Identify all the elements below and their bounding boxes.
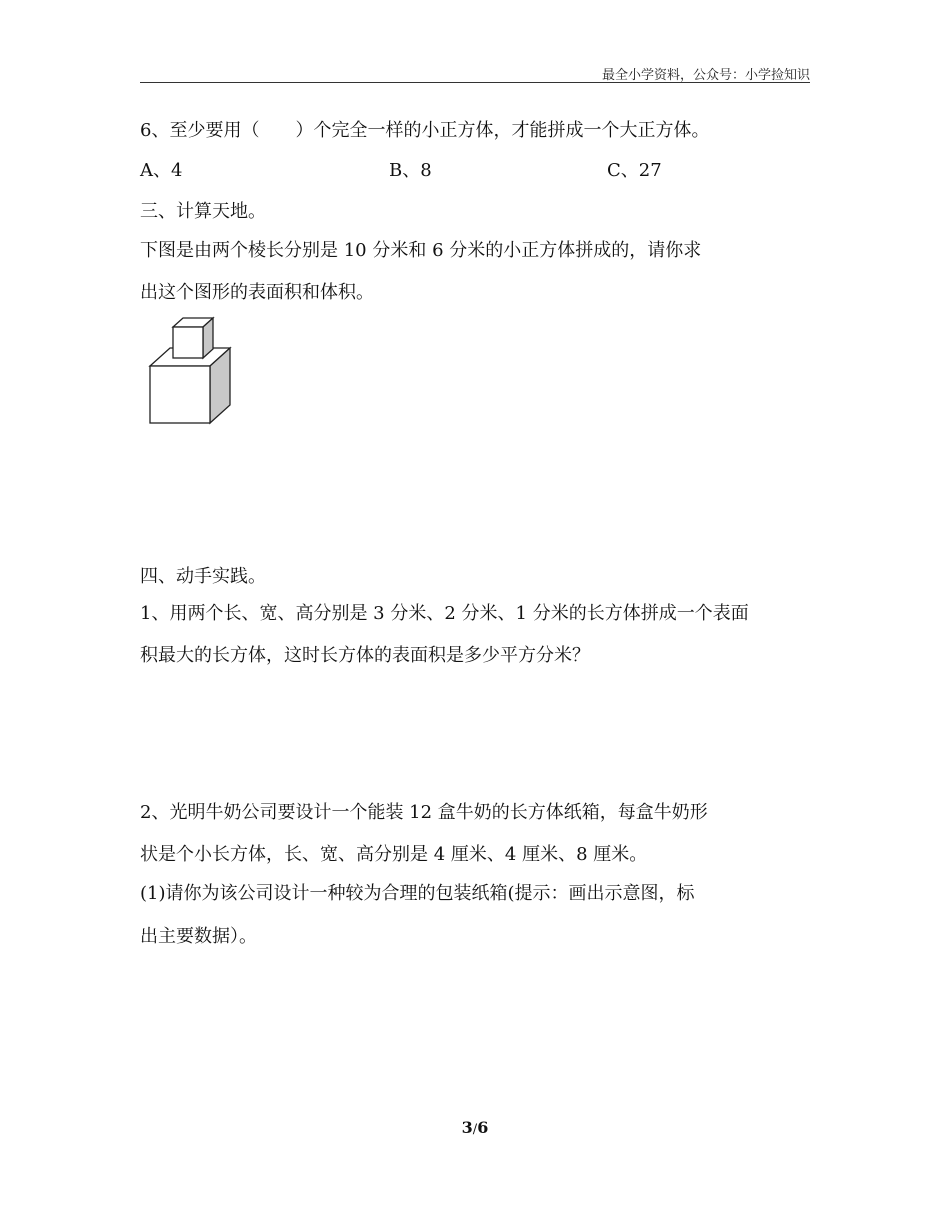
section-3-line-1: 下图是由两个棱长分别是 10 分米和 6 分米的小正方体拼成的，请你求	[140, 240, 702, 261]
header-text: 最全小学资料，公众号：小学捡知识	[601, 68, 810, 83]
page-current: 3	[461, 1118, 473, 1137]
stacked-cubes-figure	[145, 315, 237, 427]
header-rule	[140, 82, 810, 83]
section-3-line-2: 出这个图形的表面积和体积。	[140, 282, 374, 303]
section-4-question-2-sub-1-line-1: (1)请你为该公司设计一种较为合理的包装纸箱(提示：画出示意图，标	[140, 883, 695, 904]
small-cube-front	[173, 327, 203, 358]
page-number	[0, 1118, 950, 1137]
page-separator: /	[472, 1122, 478, 1137]
question-6-option-a: A、4	[140, 160, 183, 181]
section-4-title: 四、动手实践。	[140, 566, 266, 587]
large-cube-front	[150, 366, 210, 423]
section-4-question-2-line-2: 状是个小长方体，长、宽、高分别是 4 厘米、4 厘米、8 厘米。	[140, 844, 648, 865]
question-6-option-b: B、8	[389, 160, 432, 181]
section-4-question-1-line-2: 积最大的长方体，这时长方体的表面积是多少平方分米？	[140, 645, 590, 666]
section-4-question-2-line-1: 2、光明牛奶公司要设计一个能装 12 盒牛奶的长方体纸箱，每盒牛奶形	[140, 802, 708, 823]
page-total: 6	[477, 1118, 489, 1137]
section-4-question-2-sub-1-line-2: 出主要数据）。	[140, 926, 257, 947]
question-6-option-c: C、27	[607, 160, 662, 181]
section-4-question-1-line-1: 1、用两个长、宽、高分别是 3 分米、2 分米、1 分米的长方体拼成一个表面	[140, 603, 749, 624]
section-3-title: 三、计算天地。	[140, 201, 266, 222]
question-6-stem: 6、至少要用（ ）个完全一样的小正方体，才能拼成一个大正方体。	[140, 120, 710, 141]
